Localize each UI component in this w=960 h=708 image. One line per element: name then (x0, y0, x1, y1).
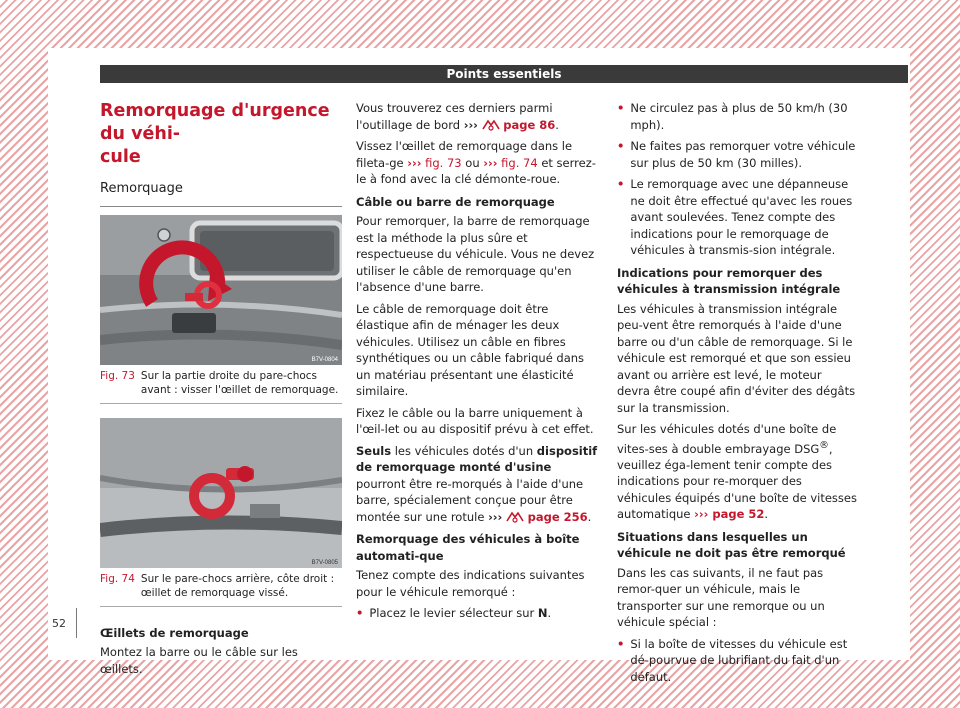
paragraph: Vous trouverez ces derniers parmi l'outillage de bord ››› page 86. (356, 101, 559, 132)
bullet-icon: • (617, 139, 625, 153)
paragraph: Seuls les véhicules dotés d'un dispositif de remorquage monté d'usine pourront être re-morqués à l'aide d'une barre, spécialement conçue pour être montée sur une rotule ››› page 256. (356, 443, 598, 524)
bullet-icon: • (356, 606, 364, 620)
paragraph: Montez la barre ou le câble sur les œillets. (100, 645, 298, 676)
rear-bumper-tow-eye-illustration (100, 418, 342, 568)
list-item: • Ne faites pas remorquer votre véhicule sur plus de 50 km (30 milles). (617, 139, 856, 170)
figure-caption-text: Sur le pare-chocs arrière, côte droit : œillet de remorquage vissé. (140, 572, 335, 599)
paragraph: Dans les cas suivants, il ne faut pas remor-quer un véhicule, mais le transporter sur une remorque ou un véhicule spécial : (617, 565, 825, 630)
list-item: • Ne circulez pas à plus de 50 km/h (30 mph). (617, 101, 848, 132)
section-subtitle: Remorquage (100, 181, 183, 196)
paragraph: Les véhicules à transmission intégrale peu-vent être remorqués à l'aide d'une barre ou d'un câble de remorquage. Si le véhicule est remorqué et que son essieu avant ou arrière est levé, le moteur devra être coupé afin d'éviter des dégâts sur la transmission. (617, 301, 856, 415)
figure-caption (100, 572, 342, 600)
page-number: 52 (52, 617, 66, 630)
ref-arrows: ››› (463, 117, 478, 132)
column-left (100, 100, 342, 682)
figure-code: B7V-0805 (311, 559, 338, 566)
figure-number: Fig. 73 (100, 369, 135, 382)
page-number-rule (76, 608, 77, 638)
heading-awd: Indications pour remorquer des véhicules à transmission intégrale (617, 265, 841, 296)
figure-caption-text: Sur la partie droite du pare-chocs avant : visser l'œillet de remorquage. (140, 369, 339, 396)
figure-73 (100, 215, 342, 404)
list-item: • Si la boîte de vitesses du véhicule est dé-pourvue de lubrifiant du fait d'un défaut. (617, 636, 848, 684)
link-fig-73[interactable]: ››› fig. 73 (407, 155, 462, 170)
paragraph: Vissez l'œillet de remorquage dans le fileta-ge ››› fig. 73 ou ››› fig. 74 et serrez-le à fond avec la clé démonte-roue. (356, 139, 596, 186)
heading-tow-eyes: Œillets de remorquage (100, 625, 249, 640)
paragraph: Fixez le câble ou la barre uniquement à l'œil-let ou au dispositif prévu à cet effet. (356, 405, 594, 436)
paragraph: Sur les véhicules dotés d'une boîte de vites-ses à double embrayage DSG®, veuillez éga-lement tenir compte des indications pour re-morquer des véhicules équipés d'une boîte de vitesses automatique ››› page 52. (617, 422, 857, 522)
divider (100, 206, 342, 207)
bullet-icon: • (617, 101, 625, 115)
link-fig-74[interactable]: ››› fig. 74 (483, 155, 538, 170)
header-bar: Points essentiels (100, 65, 908, 83)
link-page-86[interactable]: page 86 (503, 117, 556, 132)
figure-code: B7V-0804 (311, 356, 338, 363)
column-right (617, 100, 858, 690)
list-item: • Placez le levier sélecteur sur N. (356, 606, 552, 620)
heading-no-tow: Situations dans lesquelles un véhicule ne doit pas être remorqué (617, 529, 846, 561)
book-icon (482, 119, 500, 131)
paragraph: Tenez compte des indications suivantes pour le véhicule remorqué : (356, 568, 585, 599)
page (48, 48, 910, 684)
book-icon (506, 511, 524, 523)
column-middle (356, 100, 600, 627)
figure-74 (100, 418, 342, 607)
bullet-icon: • (617, 177, 625, 191)
heading-automatic: Remorquage des véhicules à boîte automati-que (356, 532, 580, 563)
figure-caption (100, 369, 342, 397)
link-page-256[interactable]: page 256 (527, 509, 588, 524)
paragraph: Le câble de remorquage doit être élastique afin de ménager les deux véhicules. Utilisez un câble en fibres synthétiques ou un câble fabriqué dans un matériau présentant une élasticité similaire. (356, 301, 585, 398)
front-bumper-tow-eye-illustration (100, 215, 342, 365)
bullet-icon: • (617, 636, 625, 651)
section-title: Remorquage d'urgence du véhi- cule (100, 101, 330, 167)
list-item: • Le remorquage avec une dépanneuse ne doit être effectué qu'avec les roues avant soulevées. Tenez compte des indications pour le remorquage de véhicules à transmis-sion intégrale. (617, 177, 853, 257)
figure-number: Fig. 74 (100, 572, 135, 585)
paragraph: Pour remorquer, la barre de remorquage est la méthode la plus sûre et respectueuse du véhicule. Vous ne devez utiliser le câble de remorquage qu'en l'absence d'une barre. (356, 214, 595, 294)
heading-cable-bar: Câble ou barre de remorquage (356, 194, 555, 209)
link-page-52[interactable]: ››› page 52 (694, 507, 765, 522)
